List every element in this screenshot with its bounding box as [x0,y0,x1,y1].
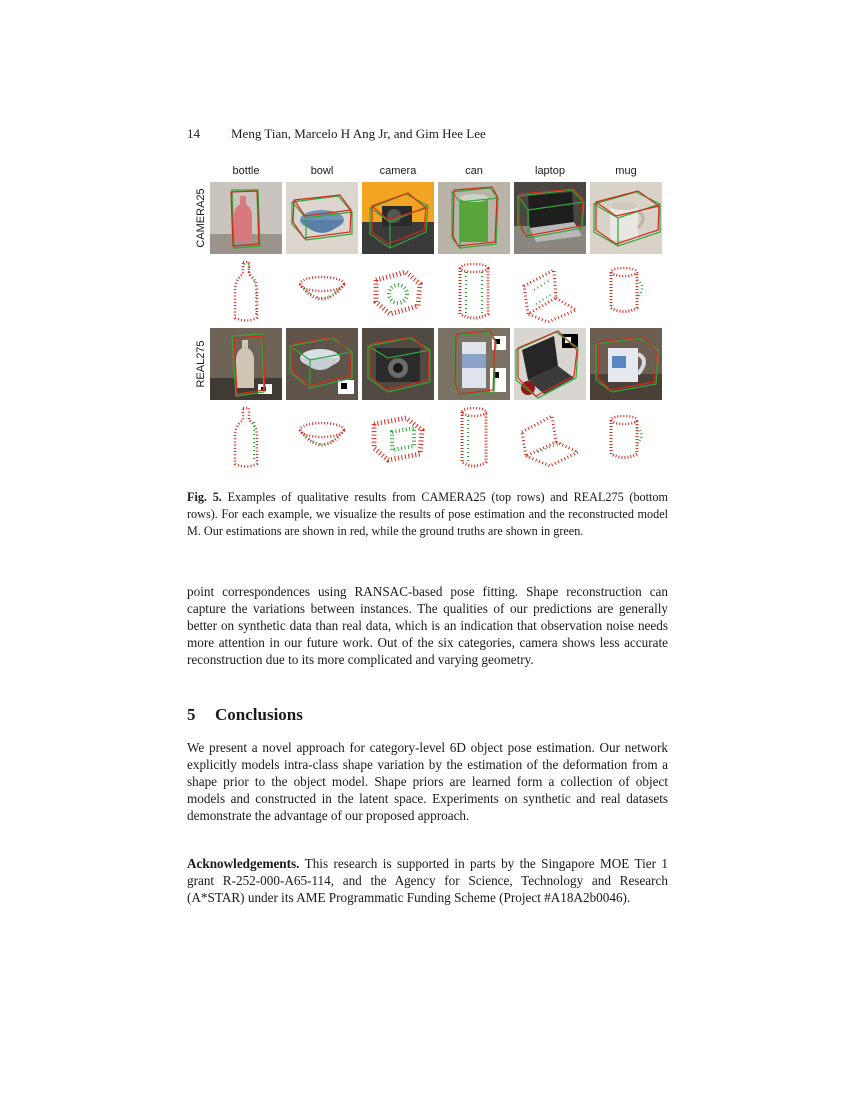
column-label-laptop: laptop [535,165,565,177]
page-number: 14 [187,126,200,141]
photo-real275-can [438,328,510,400]
column-label-can: can [465,165,483,177]
reconstruction-camera25-camera [362,256,434,328]
section-title: Conclusions [215,705,303,724]
photo-camera25-can [438,182,510,254]
photo-camera25-bottle [210,182,282,254]
acknowledgements-title: Acknowledgements. [187,856,300,871]
paragraph-conclusions: We present a novel approach for category-level 6D object pose estimation. Our network explicitly models intra-class shape variation by the estimation of the deformation from a shape prior to the object model. Shape priors are learned form a collection of object models and constructed in the latent space. Experiments on synthetic and real datasets demonstrate the advantage of our proposed approach. [187,740,668,823]
photo-real275-camera [362,328,434,400]
photo-real275-bottle [210,328,282,400]
reconstruction-real275-can [438,402,510,474]
column-label-camera: camera [379,165,417,177]
acknowledgements-text: This research is supported in parts by the Singapore MOE Tier 1 grant R-252-000-A65-114, and the Agency for Science, Technology and Research (A*STAR) under its AME Programmatic Funding Scheme (Project #A18A2b0046). [187,856,669,905]
column-label-mug: mug [615,165,637,177]
running-head [187,126,486,142]
reconstruction-real275-bottle [210,402,282,474]
reconstruction-real275-bowl [286,402,358,474]
figure-caption-label: Fig. 5. [187,490,222,504]
paragraph-results: point correspondences using RANSAC-based pose fitting. Shape reconstruction can capture the variations between instances. The qualities of our predictions are generally better on synthetic data than real data, which is an indication that observation noise needs more attention in our future work. Out of the six categories, camera shows less accurate reconstruction due to its more complicated and varying geometry. [187,584,668,667]
reconstruction-real275-camera [362,402,434,474]
reconstruction-camera25-laptop [514,256,586,328]
column-label-bowl: bowl [310,165,334,177]
section-number: 5 [187,705,196,724]
reconstruction-real275-laptop [514,402,586,474]
figure-column-labels [210,165,666,179]
photo-camera25-bowl [286,182,358,254]
reconstruction-camera25-can [438,256,510,328]
photo-camera25-camera [362,182,434,254]
reconstruction-real275-mug [590,402,662,474]
section-heading [187,705,303,725]
reconstruction-camera25-mug [590,256,662,328]
figure-caption-text: Examples of qualitative results from CAMERA25 (top rows) and REAL275 (bottom rows). For each example, we visualize the results of pose estimation and the reconstructed model M. Our estimations are shown in red, while the ground truths are shown in green. [187,490,668,538]
row-label-real275: REAL275 [195,340,207,388]
reconstruction-camera25-bowl [286,256,358,328]
paragraph-acknowledgements [187,855,668,906]
column-label-bottle: bottle [232,165,260,177]
author-line: Meng Tian, Marcelo H Ang Jr, and Gim Hee Lee [231,126,486,141]
photo-real275-laptop [514,328,586,400]
reconstruction-camera25-bottle [210,256,282,328]
photo-camera25-laptop [514,182,586,254]
photo-camera25-mug [590,182,662,254]
row-label-camera25: CAMERA25 [195,188,207,248]
photo-real275-bowl [286,328,358,400]
figure-caption [187,489,668,540]
photo-real275-mug [590,328,662,400]
